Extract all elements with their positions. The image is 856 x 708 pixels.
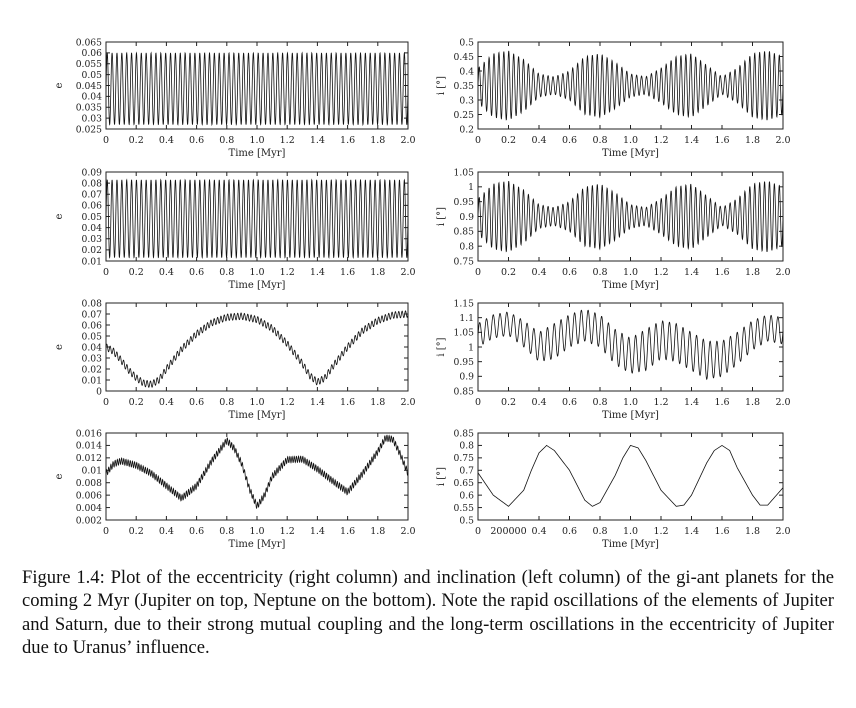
- x-tick-label: 0.4: [531, 135, 547, 146]
- x-tick-label: 2.0: [400, 267, 416, 278]
- series-line: [478, 445, 783, 506]
- y-tick-label: 1.05: [453, 167, 474, 179]
- y-tick-label: 0.85: [453, 428, 474, 440]
- x-tick-label: 1.0: [249, 397, 265, 408]
- y-axis-label: i [°]: [436, 337, 447, 357]
- x-tick-label: 0.4: [158, 267, 174, 278]
- x-tick-label: 0.6: [189, 267, 205, 278]
- x-tick-label: 0.6: [189, 397, 205, 408]
- x-tick-label: 0.8: [592, 135, 608, 146]
- x-tick-label: 1.0: [622, 267, 639, 278]
- x-tick-label: 0.8: [219, 135, 235, 146]
- series-line: [106, 435, 408, 508]
- y-tick-label: 0.75: [453, 453, 474, 465]
- x-tick-label: 200000: [490, 526, 527, 537]
- y-tick-label: 0.5: [459, 515, 474, 527]
- y-tick-label: 1.15: [453, 298, 474, 310]
- y-axis-label: e: [54, 82, 65, 89]
- x-tick-label: 1.2: [279, 397, 295, 408]
- y-tick-label: 0.4: [459, 66, 474, 78]
- y-tick-label: 0.65: [453, 478, 474, 490]
- x-tick-label: 1.4: [309, 526, 325, 537]
- y-tick-label: 0.2: [459, 124, 474, 136]
- x-tick-label: 2.0: [775, 526, 791, 537]
- y-tick-label: 1: [468, 342, 474, 354]
- y-tick-label: 0.35: [453, 80, 474, 92]
- x-tick-label: 2.0: [400, 526, 416, 537]
- x-tick-label: 1.4: [683, 526, 700, 537]
- y-tick-label: 0.95: [453, 356, 474, 368]
- neptune-inclination-panel: [436, 428, 791, 550]
- x-axis-label: Time [Myr]: [602, 410, 659, 421]
- y-tick-label: 0.07: [81, 189, 102, 201]
- series-line: [106, 311, 408, 387]
- x-tick-label: 1.2: [279, 267, 295, 278]
- x-tick-label: 0.6: [561, 526, 578, 537]
- x-tick-label: 1.0: [622, 135, 639, 146]
- uranus-inclination-panel: [436, 298, 791, 421]
- y-tick-label: 0.02: [81, 245, 102, 257]
- x-tick-label: 0.8: [592, 526, 608, 537]
- y-tick-label: 0.9: [459, 211, 474, 223]
- y-tick-label: 0.03: [81, 353, 102, 365]
- y-tick-label: 0.002: [75, 515, 102, 527]
- y-tick-label: 0.025: [75, 124, 102, 136]
- x-tick-label: 1.8: [370, 397, 386, 408]
- y-tick-label: 0.05: [81, 331, 102, 343]
- y-tick-label: 0.03: [81, 234, 102, 246]
- x-tick-label: 1.6: [714, 397, 730, 408]
- x-tick-label: 1.6: [340, 397, 356, 408]
- x-tick-label: 1.2: [653, 135, 669, 146]
- y-tick-label: 0.01: [81, 375, 102, 387]
- y-tick-label: 0.02: [81, 364, 102, 376]
- x-tick-label: 0.2: [500, 397, 517, 408]
- y-axis-label: e: [54, 344, 65, 350]
- x-tick-label: 0: [474, 397, 482, 408]
- x-tick-label: 1.6: [340, 267, 356, 278]
- x-axis-label: Time [Myr]: [228, 539, 286, 550]
- y-tick-label: 0.09: [81, 167, 102, 179]
- x-tick-label: 1.4: [683, 267, 700, 278]
- x-tick-label: 0.2: [500, 135, 517, 146]
- x-axis-label: Time [Myr]: [228, 280, 286, 291]
- x-tick-label: 0.6: [561, 135, 578, 146]
- y-tick-label: 0.055: [75, 59, 102, 71]
- y-tick-label: 0.06: [81, 200, 102, 212]
- y-tick-label: 0.04: [81, 91, 102, 103]
- y-tick-label: 0.004: [75, 502, 102, 514]
- x-tick-label: 1.8: [744, 526, 761, 537]
- y-tick-label: 0.06: [81, 320, 102, 332]
- x-tick-label: 0: [102, 526, 110, 537]
- x-axis-label: Time [Myr]: [602, 280, 659, 291]
- x-tick-label: 0.8: [219, 397, 235, 408]
- y-axis-label: i [°]: [436, 206, 447, 227]
- x-tick-label: 2.0: [400, 397, 416, 408]
- x-tick-label: 0: [102, 135, 110, 146]
- y-tick-label: 0.85: [453, 386, 474, 398]
- y-tick-label: 0.08: [81, 178, 102, 190]
- x-tick-label: 0.6: [561, 267, 578, 278]
- y-tick-label: 0.07: [81, 309, 102, 321]
- y-tick-label: 0.45: [453, 51, 474, 63]
- y-tick-label: 0.05: [81, 69, 102, 81]
- x-tick-label: 1.8: [744, 135, 761, 146]
- x-tick-label: 0.4: [531, 267, 547, 278]
- y-tick-label: 0.01: [81, 256, 102, 268]
- y-tick-label: 0.04: [81, 342, 102, 354]
- x-tick-label: 0.6: [561, 397, 578, 408]
- x-tick-label: 0.2: [128, 526, 144, 537]
- x-tick-label: 0: [102, 397, 110, 408]
- y-tick-label: 0.8: [459, 440, 474, 452]
- x-tick-label: 1.6: [714, 267, 730, 278]
- figure-caption: Figure 1.4: Plot of the eccentricity (right column) and inclination (left column) of the gi-ant planets for the coming 2 Myr (Jupiter on top, Neptune on the bottom). Note the rapid oscillations of the elements of Jupiter and Saturn, due to their strong mutual coupling and the long-term oscillations in the eccentricity of Jupiter due to Uranus’ influence.: [22, 567, 834, 658]
- x-tick-label: 2.0: [775, 135, 791, 146]
- x-tick-label: 1.4: [309, 397, 325, 408]
- x-tick-label: 1.6: [340, 135, 356, 146]
- y-tick-label: 0.008: [75, 478, 102, 490]
- y-tick-label: 0.016: [75, 428, 102, 440]
- y-tick-label: 0.6: [459, 490, 474, 502]
- y-tick-label: 0.05: [81, 211, 102, 223]
- x-tick-label: 0: [474, 267, 482, 278]
- x-tick-label: 1.8: [744, 267, 761, 278]
- x-tick-label: 1.4: [683, 397, 700, 408]
- x-tick-label: 0.8: [592, 267, 608, 278]
- x-tick-label: 1.0: [622, 526, 639, 537]
- y-axis-label: e: [54, 473, 65, 480]
- x-axis-label: Time [Myr]: [602, 148, 659, 159]
- jupiter-inclination-panel: [436, 37, 791, 159]
- x-tick-label: 1.8: [370, 267, 386, 278]
- x-tick-label: 0.4: [158, 397, 174, 408]
- saturn-inclination-panel: [436, 167, 791, 291]
- x-tick-label: 1.6: [340, 526, 356, 537]
- x-axis-label: Time [Myr]: [228, 410, 286, 421]
- y-tick-label: 0.5: [459, 37, 474, 49]
- x-tick-label: 0.2: [128, 267, 144, 278]
- y-tick-label: 0.01: [81, 465, 102, 477]
- series-line: [478, 310, 783, 379]
- x-tick-label: 1.0: [249, 526, 265, 537]
- x-tick-label: 1.0: [622, 397, 639, 408]
- x-tick-label: 1.6: [714, 135, 730, 146]
- x-tick-label: 0.6: [189, 135, 205, 146]
- x-tick-label: 1.8: [370, 135, 386, 146]
- x-tick-label: 0.2: [500, 267, 517, 278]
- x-tick-label: 0.4: [158, 135, 174, 146]
- y-tick-label: 0.06: [81, 48, 102, 60]
- x-tick-label: 0.4: [531, 397, 547, 408]
- x-tick-label: 0.2: [128, 135, 144, 146]
- x-tick-label: 0: [102, 267, 110, 278]
- x-tick-label: 0.4: [531, 526, 547, 537]
- y-tick-label: 0.035: [75, 102, 102, 114]
- x-tick-label: 0: [474, 526, 482, 537]
- y-tick-label: 1.1: [459, 312, 474, 324]
- y-tick-label: 0.95: [453, 196, 474, 208]
- x-tick-label: 0.2: [128, 397, 144, 408]
- y-tick-label: 0.03: [81, 113, 102, 125]
- y-tick-label: 0.006: [75, 490, 102, 502]
- y-axis-label: i [°]: [436, 466, 447, 487]
- x-tick-label: 0.4: [158, 526, 174, 537]
- x-tick-label: 0: [474, 135, 482, 146]
- x-tick-label: 2.0: [775, 267, 791, 278]
- y-tick-label: 0.04: [81, 222, 102, 234]
- x-tick-label: 1.0: [249, 267, 265, 278]
- series-line: [106, 53, 408, 125]
- x-tick-label: 2.0: [400, 135, 416, 146]
- y-tick-label: 0.045: [75, 80, 102, 92]
- y-tick-label: 0.85: [453, 226, 474, 238]
- y-tick-label: 0.55: [453, 502, 474, 514]
- x-tick-label: 1.2: [653, 397, 669, 408]
- y-tick-label: 0.3: [459, 95, 474, 107]
- series-line: [106, 180, 408, 258]
- y-axis-label: i [°]: [436, 75, 447, 96]
- jupiter-eccentricity-panel: [54, 37, 416, 159]
- y-tick-label: 0.25: [453, 109, 474, 121]
- y-tick-label: 0.75: [453, 256, 474, 268]
- y-tick-label: 0.014: [75, 440, 102, 452]
- y-tick-label: 0: [96, 386, 102, 398]
- y-tick-label: 1: [468, 182, 474, 194]
- x-tick-label: 1.8: [744, 397, 761, 408]
- y-tick-label: 0.7: [459, 465, 474, 477]
- y-tick-label: 0.08: [81, 298, 102, 310]
- saturn-eccentricity-panel: [54, 167, 416, 291]
- y-tick-label: 0.8: [459, 241, 474, 253]
- x-tick-label: 1.2: [653, 526, 669, 537]
- plot-frame: [106, 303, 408, 391]
- x-tick-label: 0.6: [189, 526, 205, 537]
- x-tick-label: 1.6: [714, 526, 730, 537]
- x-tick-label: 1.0: [249, 135, 265, 146]
- x-tick-label: 1.2: [279, 135, 295, 146]
- y-tick-label: 0.9: [459, 371, 474, 383]
- x-tick-label: 1.4: [683, 135, 700, 146]
- x-tick-label: 1.2: [279, 526, 295, 537]
- neptune-eccentricity-panel: [54, 428, 416, 550]
- y-tick-label: 0.065: [75, 37, 102, 49]
- uranus-eccentricity-panel: [54, 298, 416, 421]
- y-tick-label: 1.05: [453, 327, 474, 339]
- x-tick-label: 0.8: [219, 526, 235, 537]
- x-tick-label: 0.8: [219, 267, 235, 278]
- x-axis-label: Time [Myr]: [228, 148, 286, 159]
- x-tick-label: 1.4: [309, 135, 325, 146]
- x-tick-label: 1.4: [309, 267, 325, 278]
- x-tick-label: 1.2: [653, 267, 669, 278]
- x-tick-label: 1.8: [370, 526, 386, 537]
- series-line: [478, 181, 783, 252]
- series-line: [478, 51, 783, 120]
- x-tick-label: 2.0: [775, 397, 791, 408]
- x-tick-label: 0.8: [592, 397, 608, 408]
- y-tick-label: 0.012: [75, 453, 102, 465]
- y-axis-label: e: [54, 213, 65, 220]
- x-axis-label: Time [Myr]: [602, 539, 659, 550]
